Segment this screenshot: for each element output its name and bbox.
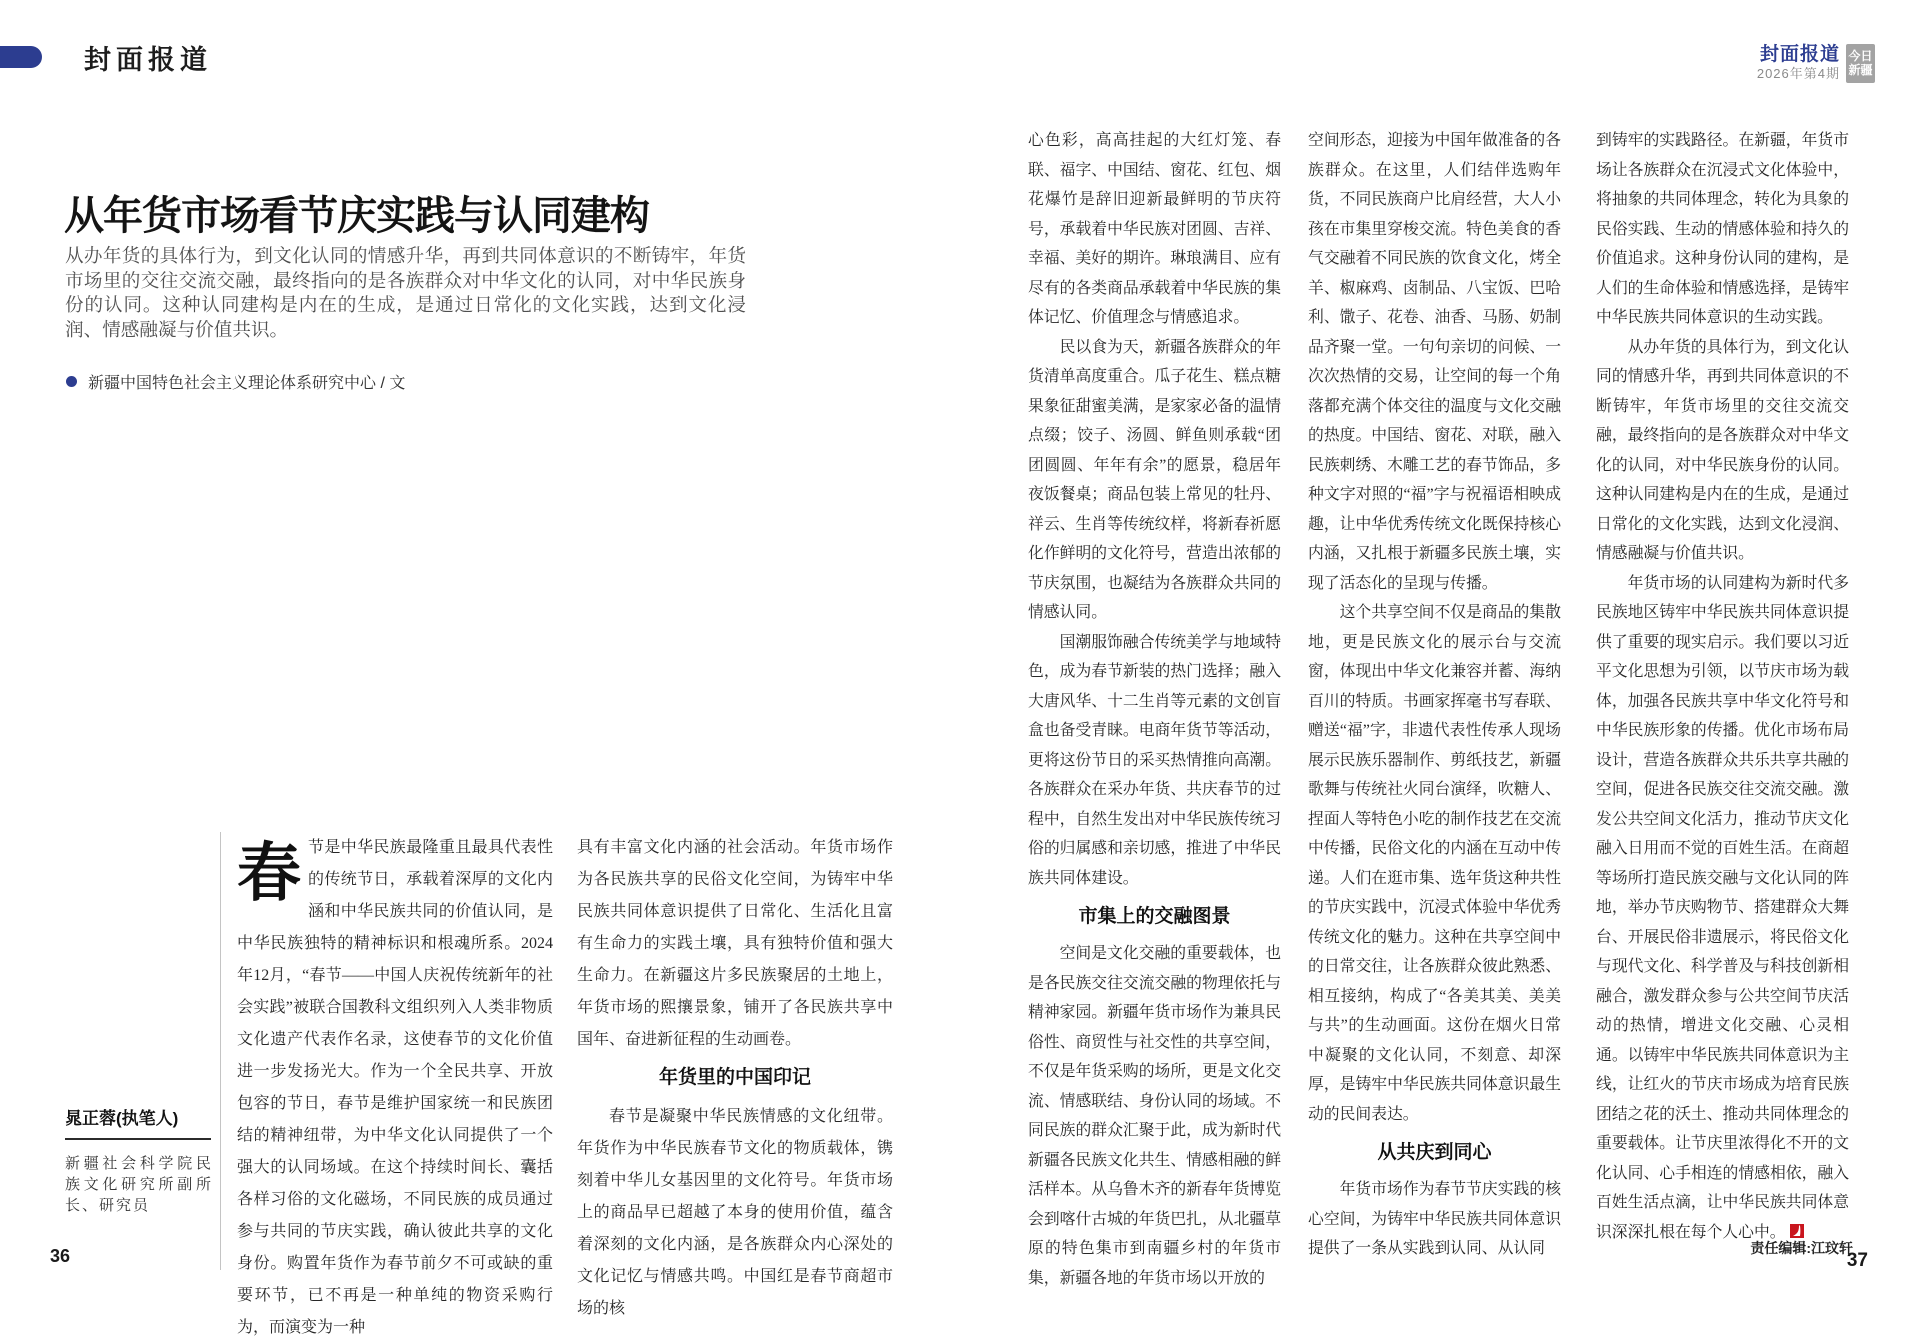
running-head-text — [1757, 44, 1840, 82]
article-title: 从年货市场看节庆实践与认同建构 — [64, 193, 649, 238]
byline — [66, 370, 405, 393]
author-bio — [65, 1104, 213, 1216]
text-column-2 — [577, 832, 893, 1325]
body-paragraph: 空间是文化交融的重要载体，也是各民族交往交流交融的物理依托与精神家园。新疆年货市场作为兼具民俗性、商贸性与社交性的共享空间，不仅是年货采购的场所，更是文化交流、情感联结、身份认同的场域。不同民族的群众汇聚于此，成为新时代新疆各民族文化共生、情感相融的鲜活样本。从乌鲁木齐的新春年货博览会到喀什古城的年货巴扎，从北疆草原的特色集市到南疆乡村的年货市集，新疆各地的年货市场以开放的 — [1028, 945, 1281, 1287]
body-paragraph: 民以食为天，新疆各族群众的年货清单高度重合。瓜子花生、糕点糖果象征甜蜜美满，是家家必备的温情点缀；饺子、汤圆、鲜鱼则承载“团团圆圆、年年有余”的愿景，稳居年夜饭餐桌；商品包装上常见的牡丹、祥云、生肖等传统纹样，将新春祈愿化作鲜明的文化符号，营造出浓郁的节庆氛围，也凝结为各族群众共同的情感认同。 — [1028, 338, 1281, 621]
drop-cap: 春 — [237, 838, 301, 909]
section-accent-pill — [0, 46, 42, 68]
body-paragraph: 从办年货的具体行为，到文化认同的情感升华，再到共同体意识的不断铸牢，年货市场里的交往交流交融，最终指向的是各族群众对中华文化的认同，对中华民族身份的认同。这种认同建构是内在的生成，是通过日常化的文化实践，达到文化浸润、情感融凝与价值共识。 — [1596, 338, 1849, 562]
author-name: 晁正蓉(执笔人) — [65, 1109, 179, 1128]
body-paragraph: 这个共享空间不仅是商品的集散地，更是民族文化的展示台与交流窗，体现出中华文化兼容并蓄、海纳百川的特质。书画家挥毫书写春联、赠送“福”字，非遗代表性传承人现场展示民族乐器制作、剪纸技艺，新疆歌舞与传统社火同台演绎，吹糖人、捏面人等特色小吃的制作技艺在交流中传播，民俗文化的内涵在互动中传递。人们在逛市集、选年货这种共性的节庆实践中，沉浸式体验中华优秀传统文化的魅力。这种在共享空间中的日常交往，让各族群众彼此熟悉、相互接纳，构成了“各美其美、美美与共”的生动画面。这份在烟火日常中凝聚的文化认同，不刻意、却深厚，是铸牢中华民族共同体意识最生动的民间表达。 — [1308, 604, 1561, 1123]
text-column-5 — [1596, 126, 1849, 1247]
page-number-left: 36 — [50, 1246, 71, 1266]
body-paragraph: 春节是中华民族最隆重且最具代表性的传统节日，承载着深厚的文化内涵和中华民族共同的价值认同，是中华民族独特的精神标识和根魂所系。2024年12月，“春节——中国人庆祝传统新年的社会实践”被联合国教科文组织列入人类非物质文化遗产代表作名录，这使春节的文化价值进一步发扬光大。作为一个全民共享、开放包容的节日，春节是维护国家统一和民族团结的精神纽带，为中华文化认同提供了一个强大的认同场域。在这个持续时间长、囊括各样习俗的文化磁场，不同民族的成员通过参与共同的节庆实践，确认彼此共享的文化身份。购置年货作为春节前夕不可或缺的重要环节，已不再是一种单纯的物资采购行为，而演变为一种 — [237, 832, 553, 1344]
author-role: 新疆社会科学院民族文化研究所副所长、研究员 — [65, 1155, 213, 1214]
body-paragraph: 年货市场作为春节节庆实践的核心空间，为铸牢中华民族共同体意识提供了一条从实践到认同、从认同 — [1308, 1181, 1561, 1257]
column-divider — [220, 832, 221, 1270]
body-paragraph: 春节是凝聚中华民族情感的文化纽带。年货作为中华民族春节文化的物质载体，镌刻着中华儿女基因里的文化符号。年货市场上的商品早已超越了本身的使用价值，蕴含着深刻的文化内涵，是各族群众内心深处的文化记忆与情感共鸣。中国红是春节商超市场的核 — [577, 1108, 893, 1317]
bio-divider — [65, 1138, 211, 1140]
body-paragraph: 年货市场的认同建构为新时代多民族地区铸牢中华民族共同体意识提供了重要的现实启示。我们要以习近平文化思想为引领，以节庆市场为载体，加强各民族共享中华文化符号和中华民族形象的传播。优化市场布局设计，营造各族群众共乐共享共融的空间，促进各民族交往交流交融。激发公共空间文化活力，推动节庆文化融入日用而不觉的百姓生活。在商超等场所打造民族交融与文化认同的阵地，举办节庆购物节、搭建群众大舞台、开展民俗非遗展示，将民俗文化与现代文化、科学普及与科技创新相融合，激发群众参与公共空间节庆活动的热情，增进文化交融、心灵相通。以铸牢中华民族共同体意识为主线，让红火的节庆市场成为培育民族团结之花的沃土、推动共同体理念的重要载体。让节庆里浓得化不开的文化认同、心手相连的情感相依，融入百姓生活点滴，让中华民族共同体意识深深扎根在每个人心中。 — [1596, 574, 1849, 1241]
magazine-logo: 今日 新疆 — [1846, 44, 1875, 83]
running-head-right — [1725, 44, 1875, 83]
byline-text: 新疆中国特色社会主义理论体系研究中心 / 文 — [88, 375, 406, 392]
text-column-3 — [1028, 126, 1281, 1293]
text-column-1 — [237, 832, 553, 1344]
page-number-right: 37 — [1846, 1250, 1868, 1271]
article-abstract: 从办年货的具体行为，到文化认同的情感升华，再到共同体意识的不断铸牢，年货市场里的交往交流交融，最终指向的是各族群众对中华文化的认同，对中华民族身份的认同。这种认同建构是内在的生成，是通过日常化的文化实践，达到文化浸润、情感融凝与价值共识。 — [65, 245, 746, 341]
article-end-icon — [1790, 1224, 1804, 1238]
section-heading: 从共庆到同心 — [1377, 1142, 1492, 1163]
editor-note: 责任编辑:江玟轩 — [1750, 1240, 1853, 1256]
section-label-left: 封面报道 — [84, 45, 212, 75]
bullet-icon — [66, 376, 77, 387]
section-label-right: 封面报道 — [1759, 44, 1840, 65]
body-paragraph: 国潮服饰融合传统美学与地域特色，成为春节新装的热门选择；融入大唐风华、十二生肖等元素的文创盲盒也备受青睐。电商年货节等活动，更将这份节日的采买热情推向高潮。各族群众在采办年货、共庆春节的过程中，自然生发出对中华民族传统习俗的归属感和亲切感，推进了中华民族共同体建设。 — [1028, 633, 1281, 887]
body-paragraph: 到铸牢的实践路径。在新疆，年货市场让各族群众在沉浸式文化体验中，将抽象的共同体理念，转化为具象的民俗实践、生动的情感体验和持久的价值追求。这种身份认同的建构，是人们的生命体验和情感选择，是铸牢中华民族共同体意识的生动实践。 — [1596, 132, 1849, 326]
text-column-4 — [1308, 126, 1561, 1264]
section-heading: 市集上的交融图景 — [1078, 906, 1231, 927]
body-paragraph: 具有丰富文化内涵的社会活动。年货市场作为各民族共享的民俗文化空间，为铸牢中华民族共同体意识提供了日常化、生活化且富有生命力的实践土壤，具有独特价值和强大生命力。在新疆这片多民族聚居的土地上，年货市场的熙攘景象，铺开了各民族共享中国年、奋进新征程的生动画卷。 — [577, 839, 893, 1048]
section-heading: 年货里的中国印记 — [658, 1067, 811, 1088]
body-paragraph: 心色彩，高高挂起的大红灯笼、春联、福字、中国结、窗花、红包、烟花爆竹是辞旧迎新最鲜明的节庆符号，承载着中华民族对团圆、吉祥、幸福、美好的期许。琳琅满目、应有尽有的各类商品承载着中华民族的集体记忆、价值理念与情感追求。 — [1028, 132, 1281, 326]
body-paragraph: 空间形态，迎接为中国年做准备的各族群众。在这里，人们结伴选购年货，不同民族商户比肩经营，大人小孩在市集里穿梭交流。特色美食的香气交融着不同民族的饮食文化，烤全羊、椒麻鸡、卤制品、八宝饭、巴哈利、馓子、花卷、油香、马肠、奶制品齐聚一堂。一句句亲切的问候、一次次热情的交易，让空间的每一个角落都充满个体交往的温度与文化交融的热度。中国结、窗花、对联，融入民族刺绣、木雕工艺的春节饰品，多种文字对照的“福”字与祝福语相映成趣，让中华优秀传统文化既保持核心内涵，又扎根于新疆多民族土壤，实现了活态化的呈现与传播。 — [1308, 132, 1561, 592]
issue-label: 2026年第4期 — [1756, 66, 1840, 81]
